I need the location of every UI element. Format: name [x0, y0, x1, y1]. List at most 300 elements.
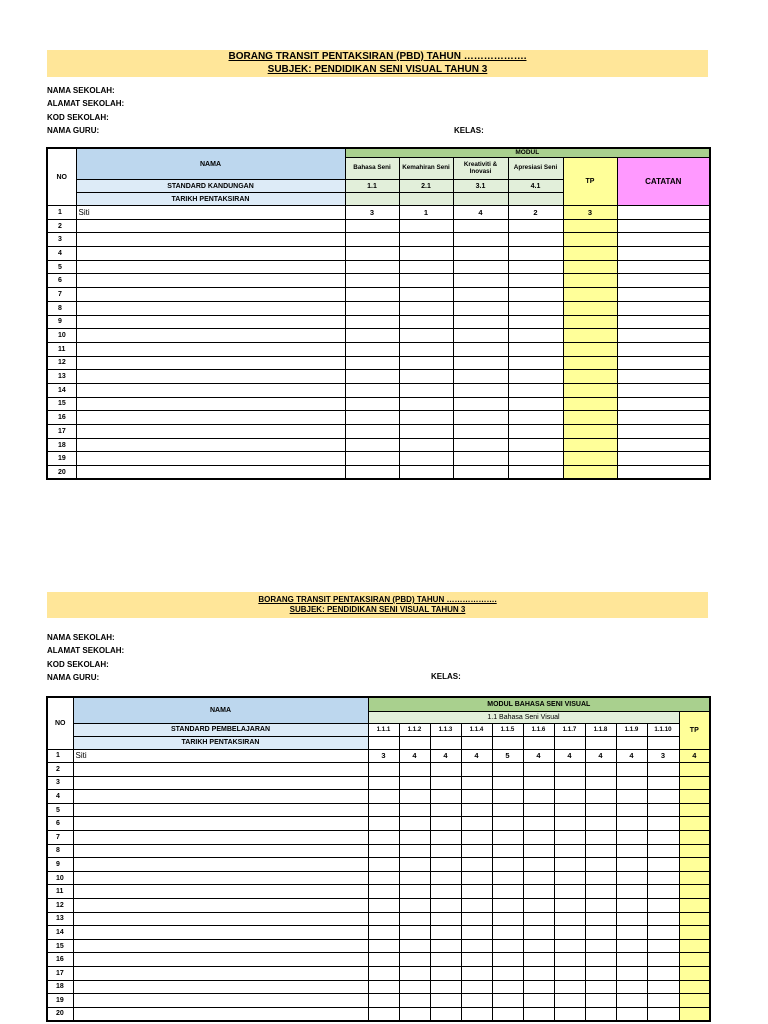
- score-cell[interactable]: [616, 1007, 647, 1021]
- score-cell[interactable]: [508, 329, 563, 343]
- score-cell[interactable]: [492, 926, 523, 940]
- tp-cell[interactable]: [563, 466, 617, 480]
- score-cell[interactable]: [461, 871, 492, 885]
- score-cell[interactable]: 4: [585, 749, 616, 763]
- score-cell[interactable]: [368, 817, 399, 831]
- tp-cell[interactable]: [563, 383, 617, 397]
- tp-cell[interactable]: [679, 994, 710, 1008]
- score-cell[interactable]: [647, 939, 679, 953]
- score-cell[interactable]: [430, 858, 461, 872]
- score-cell[interactable]: [453, 438, 508, 452]
- score-cell[interactable]: [492, 885, 523, 899]
- score-cell[interactable]: [585, 858, 616, 872]
- score-cell[interactable]: [368, 980, 399, 994]
- date-cell[interactable]: [345, 193, 399, 206]
- tp-cell[interactable]: [563, 247, 617, 261]
- score-cell[interactable]: [461, 967, 492, 981]
- score-cell[interactable]: [430, 953, 461, 967]
- score-cell[interactable]: [453, 466, 508, 480]
- tp-cell[interactable]: [679, 885, 710, 899]
- score-cell[interactable]: [453, 260, 508, 274]
- score-cell[interactable]: [523, 899, 554, 913]
- score-cell[interactable]: [492, 912, 523, 926]
- score-cell[interactable]: [461, 858, 492, 872]
- score-cell[interactable]: [461, 1007, 492, 1021]
- score-cell[interactable]: [399, 980, 430, 994]
- score-cell[interactable]: [430, 871, 461, 885]
- score-cell[interactable]: [399, 383, 453, 397]
- date-cell[interactable]: [461, 736, 492, 749]
- score-cell[interactable]: [399, 356, 453, 370]
- tp-cell[interactable]: [563, 356, 617, 370]
- score-cell[interactable]: [430, 994, 461, 1008]
- score-cell[interactable]: [399, 967, 430, 981]
- score-cell[interactable]: [616, 831, 647, 845]
- score-cell[interactable]: [508, 260, 563, 274]
- score-cell[interactable]: [523, 1007, 554, 1021]
- score-cell[interactable]: [461, 926, 492, 940]
- score-cell[interactable]: [345, 370, 399, 384]
- score-cell[interactable]: [430, 885, 461, 899]
- score-cell[interactable]: [430, 980, 461, 994]
- score-cell[interactable]: [585, 926, 616, 940]
- score-cell[interactable]: [585, 1007, 616, 1021]
- tp-cell[interactable]: [679, 803, 710, 817]
- score-cell[interactable]: [554, 994, 585, 1008]
- score-cell[interactable]: [616, 980, 647, 994]
- score-cell[interactable]: [523, 817, 554, 831]
- student-name-cell[interactable]: [76, 301, 345, 315]
- score-cell[interactable]: [616, 953, 647, 967]
- score-cell[interactable]: [461, 803, 492, 817]
- score-cell[interactable]: [554, 885, 585, 899]
- tp-cell[interactable]: [679, 871, 710, 885]
- score-cell[interactable]: [461, 817, 492, 831]
- score-cell[interactable]: [554, 1007, 585, 1021]
- score-cell[interactable]: [461, 899, 492, 913]
- score-cell[interactable]: [345, 274, 399, 288]
- tp-cell[interactable]: [563, 370, 617, 384]
- catatan-cell[interactable]: [617, 274, 710, 288]
- score-cell[interactable]: [647, 858, 679, 872]
- date-cell[interactable]: [523, 736, 554, 749]
- student-name-cell[interactable]: [73, 790, 368, 804]
- score-cell[interactable]: [430, 817, 461, 831]
- score-cell[interactable]: [554, 953, 585, 967]
- score-cell[interactable]: [492, 871, 523, 885]
- student-name-cell[interactable]: [73, 980, 368, 994]
- tp-cell[interactable]: [563, 425, 617, 439]
- student-name-cell[interactable]: [76, 356, 345, 370]
- score-cell[interactable]: [345, 425, 399, 439]
- score-cell[interactable]: [523, 803, 554, 817]
- score-cell[interactable]: [399, 790, 430, 804]
- score-cell[interactable]: [523, 926, 554, 940]
- student-name-cell[interactable]: [76, 425, 345, 439]
- score-cell[interactable]: [430, 844, 461, 858]
- student-name-cell[interactable]: [73, 831, 368, 845]
- score-cell[interactable]: [345, 219, 399, 233]
- score-cell[interactable]: [523, 790, 554, 804]
- score-cell[interactable]: [368, 885, 399, 899]
- score-cell[interactable]: [453, 411, 508, 425]
- tp-cell[interactable]: [563, 274, 617, 288]
- score-cell[interactable]: [523, 871, 554, 885]
- score-cell[interactable]: [453, 356, 508, 370]
- score-cell[interactable]: [368, 831, 399, 845]
- student-name-cell[interactable]: [76, 260, 345, 274]
- score-cell[interactable]: [585, 939, 616, 953]
- score-cell[interactable]: [345, 438, 399, 452]
- score-cell[interactable]: [616, 912, 647, 926]
- student-name-cell[interactable]: [73, 926, 368, 940]
- score-cell[interactable]: [616, 817, 647, 831]
- score-cell[interactable]: [368, 899, 399, 913]
- score-cell[interactable]: [585, 994, 616, 1008]
- score-cell[interactable]: [345, 356, 399, 370]
- date-cell[interactable]: [554, 736, 585, 749]
- student-name-cell[interactable]: [76, 466, 345, 480]
- student-name-cell[interactable]: [73, 967, 368, 981]
- score-cell[interactable]: [647, 885, 679, 899]
- score-cell[interactable]: [523, 776, 554, 790]
- date-cell[interactable]: [430, 736, 461, 749]
- score-cell[interactable]: [585, 803, 616, 817]
- score-cell[interactable]: [523, 953, 554, 967]
- score-cell[interactable]: [399, 817, 430, 831]
- tp-cell[interactable]: [563, 329, 617, 343]
- score-cell[interactable]: [461, 980, 492, 994]
- tp-cell[interactable]: [679, 926, 710, 940]
- tp-cell[interactable]: [679, 953, 710, 967]
- score-cell[interactable]: [368, 967, 399, 981]
- student-name-cell[interactable]: [73, 953, 368, 967]
- catatan-cell[interactable]: [617, 397, 710, 411]
- student-name-cell[interactable]: [73, 871, 368, 885]
- score-cell[interactable]: [554, 831, 585, 845]
- score-cell[interactable]: [492, 831, 523, 845]
- catatan-cell[interactable]: [617, 329, 710, 343]
- score-cell[interactable]: [647, 763, 679, 777]
- date-cell[interactable]: [453, 193, 508, 206]
- tp-cell[interactable]: [563, 315, 617, 329]
- tp-cell[interactable]: [679, 763, 710, 777]
- score-cell[interactable]: 2: [508, 206, 563, 220]
- catatan-cell[interactable]: [617, 342, 710, 356]
- catatan-cell[interactable]: [617, 260, 710, 274]
- date-cell[interactable]: [399, 736, 430, 749]
- score-cell[interactable]: [368, 790, 399, 804]
- tp-cell[interactable]: [563, 233, 617, 247]
- tp-cell[interactable]: [679, 844, 710, 858]
- score-cell[interactable]: [399, 397, 453, 411]
- score-cell[interactable]: [616, 763, 647, 777]
- score-cell[interactable]: [508, 274, 563, 288]
- score-cell[interactable]: [399, 466, 453, 480]
- score-cell[interactable]: [430, 899, 461, 913]
- score-cell[interactable]: [554, 844, 585, 858]
- score-cell[interactable]: [368, 912, 399, 926]
- score-cell[interactable]: [453, 233, 508, 247]
- score-cell[interactable]: [616, 776, 647, 790]
- score-cell[interactable]: [508, 233, 563, 247]
- score-cell[interactable]: [647, 803, 679, 817]
- score-cell[interactable]: [430, 939, 461, 953]
- student-name-cell[interactable]: [73, 858, 368, 872]
- score-cell[interactable]: [453, 219, 508, 233]
- score-cell[interactable]: [492, 1007, 523, 1021]
- score-cell[interactable]: [399, 885, 430, 899]
- score-cell[interactable]: [430, 831, 461, 845]
- score-cell[interactable]: [461, 912, 492, 926]
- score-cell[interactable]: [616, 885, 647, 899]
- score-cell[interactable]: [368, 926, 399, 940]
- score-cell[interactable]: [554, 776, 585, 790]
- score-cell[interactable]: [616, 858, 647, 872]
- score-cell[interactable]: [585, 844, 616, 858]
- catatan-cell[interactable]: [617, 247, 710, 261]
- score-cell[interactable]: 4: [616, 749, 647, 763]
- score-cell[interactable]: [453, 247, 508, 261]
- student-name-cell[interactable]: [73, 763, 368, 777]
- score-cell[interactable]: [453, 274, 508, 288]
- tp-cell[interactable]: [563, 342, 617, 356]
- score-cell[interactable]: [345, 260, 399, 274]
- score-cell[interactable]: [399, 1007, 430, 1021]
- score-cell[interactable]: [368, 858, 399, 872]
- score-cell[interactable]: [453, 452, 508, 466]
- score-cell[interactable]: [647, 776, 679, 790]
- score-cell[interactable]: 4: [399, 749, 430, 763]
- score-cell[interactable]: [508, 452, 563, 466]
- score-cell[interactable]: [430, 1007, 461, 1021]
- score-cell[interactable]: [430, 967, 461, 981]
- score-cell[interactable]: [523, 912, 554, 926]
- score-cell[interactable]: [554, 803, 585, 817]
- score-cell[interactable]: [453, 397, 508, 411]
- score-cell[interactable]: [368, 939, 399, 953]
- score-cell[interactable]: [554, 871, 585, 885]
- score-cell[interactable]: [616, 994, 647, 1008]
- score-cell[interactable]: [430, 763, 461, 777]
- score-cell[interactable]: [554, 899, 585, 913]
- catatan-cell[interactable]: [617, 466, 710, 480]
- tp-cell[interactable]: [679, 831, 710, 845]
- score-cell[interactable]: [461, 885, 492, 899]
- score-cell[interactable]: [461, 939, 492, 953]
- score-cell[interactable]: [399, 953, 430, 967]
- score-cell[interactable]: [368, 1007, 399, 1021]
- score-cell[interactable]: [508, 315, 563, 329]
- tp-cell[interactable]: [679, 790, 710, 804]
- score-cell[interactable]: [523, 967, 554, 981]
- score-cell[interactable]: [585, 790, 616, 804]
- score-cell[interactable]: [508, 383, 563, 397]
- score-cell[interactable]: [399, 899, 430, 913]
- score-cell[interactable]: [508, 438, 563, 452]
- score-cell[interactable]: [508, 466, 563, 480]
- score-cell[interactable]: [647, 926, 679, 940]
- student-name-cell[interactable]: [76, 315, 345, 329]
- student-name-cell[interactable]: [73, 1007, 368, 1021]
- score-cell[interactable]: [508, 288, 563, 302]
- score-cell[interactable]: [616, 926, 647, 940]
- score-cell[interactable]: [492, 763, 523, 777]
- score-cell[interactable]: [492, 790, 523, 804]
- score-cell[interactable]: [461, 763, 492, 777]
- date-cell[interactable]: [647, 736, 679, 749]
- score-cell[interactable]: [399, 329, 453, 343]
- score-cell[interactable]: [554, 763, 585, 777]
- score-cell[interactable]: 4: [453, 206, 508, 220]
- score-cell[interactable]: [492, 899, 523, 913]
- score-cell[interactable]: [399, 301, 453, 315]
- tp-cell[interactable]: [563, 438, 617, 452]
- score-cell[interactable]: [554, 980, 585, 994]
- student-name-cell[interactable]: [73, 939, 368, 953]
- score-cell[interactable]: [345, 315, 399, 329]
- tp-cell[interactable]: [563, 452, 617, 466]
- score-cell[interactable]: [399, 776, 430, 790]
- tp-cell[interactable]: [563, 288, 617, 302]
- score-cell[interactable]: [554, 926, 585, 940]
- score-cell[interactable]: 1: [399, 206, 453, 220]
- tp-cell[interactable]: [679, 1007, 710, 1021]
- tp-cell[interactable]: [563, 260, 617, 274]
- score-cell[interactable]: [368, 763, 399, 777]
- score-cell[interactable]: [523, 858, 554, 872]
- score-cell[interactable]: [647, 790, 679, 804]
- score-cell[interactable]: [523, 831, 554, 845]
- score-cell[interactable]: [647, 912, 679, 926]
- score-cell[interactable]: [616, 790, 647, 804]
- score-cell[interactable]: [399, 831, 430, 845]
- tp-cell[interactable]: [679, 776, 710, 790]
- tp-cell[interactable]: [563, 219, 617, 233]
- score-cell[interactable]: [399, 844, 430, 858]
- score-cell[interactable]: [508, 425, 563, 439]
- score-cell[interactable]: [647, 994, 679, 1008]
- score-cell[interactable]: [453, 342, 508, 356]
- score-cell[interactable]: [399, 288, 453, 302]
- score-cell[interactable]: [453, 370, 508, 384]
- score-cell[interactable]: [647, 899, 679, 913]
- score-cell[interactable]: [554, 912, 585, 926]
- score-cell[interactable]: 4: [461, 749, 492, 763]
- score-cell[interactable]: [492, 939, 523, 953]
- student-name-cell[interactable]: Siti: [73, 749, 368, 763]
- score-cell[interactable]: [492, 844, 523, 858]
- score-cell[interactable]: [399, 247, 453, 261]
- date-cell[interactable]: [399, 193, 453, 206]
- score-cell[interactable]: [585, 763, 616, 777]
- score-cell[interactable]: [368, 776, 399, 790]
- score-cell[interactable]: [399, 342, 453, 356]
- tp-cell[interactable]: [563, 301, 617, 315]
- tp-cell[interactable]: [679, 967, 710, 981]
- score-cell[interactable]: [430, 776, 461, 790]
- student-name-cell[interactable]: Siti: [76, 206, 345, 220]
- score-cell[interactable]: [508, 397, 563, 411]
- score-cell[interactable]: [585, 980, 616, 994]
- score-cell[interactable]: [554, 967, 585, 981]
- catatan-cell[interactable]: [617, 233, 710, 247]
- score-cell[interactable]: [399, 912, 430, 926]
- score-cell[interactable]: [399, 452, 453, 466]
- score-cell[interactable]: [554, 790, 585, 804]
- score-cell[interactable]: [616, 899, 647, 913]
- score-cell[interactable]: [585, 967, 616, 981]
- score-cell[interactable]: 4: [430, 749, 461, 763]
- score-cell[interactable]: [616, 844, 647, 858]
- student-name-cell[interactable]: [73, 844, 368, 858]
- student-name-cell[interactable]: [76, 397, 345, 411]
- score-cell[interactable]: [345, 466, 399, 480]
- score-cell[interactable]: [585, 817, 616, 831]
- score-cell[interactable]: [345, 452, 399, 466]
- score-cell[interactable]: [647, 831, 679, 845]
- score-cell[interactable]: [585, 871, 616, 885]
- score-cell[interactable]: [647, 844, 679, 858]
- score-cell[interactable]: [554, 939, 585, 953]
- student-name-cell[interactable]: [76, 247, 345, 261]
- student-name-cell[interactable]: [73, 885, 368, 899]
- score-cell[interactable]: [399, 425, 453, 439]
- student-name-cell[interactable]: [73, 994, 368, 1008]
- score-cell[interactable]: [523, 885, 554, 899]
- score-cell[interactable]: [585, 912, 616, 926]
- catatan-cell[interactable]: [617, 438, 710, 452]
- score-cell[interactable]: [492, 994, 523, 1008]
- student-name-cell[interactable]: [73, 776, 368, 790]
- score-cell[interactable]: [345, 397, 399, 411]
- score-cell[interactable]: [399, 438, 453, 452]
- catatan-cell[interactable]: [617, 370, 710, 384]
- score-cell[interactable]: [585, 776, 616, 790]
- score-cell[interactable]: [399, 939, 430, 953]
- score-cell[interactable]: [508, 219, 563, 233]
- student-name-cell[interactable]: [76, 219, 345, 233]
- score-cell[interactable]: [647, 953, 679, 967]
- score-cell[interactable]: [508, 301, 563, 315]
- score-cell[interactable]: [492, 967, 523, 981]
- student-name-cell[interactable]: [76, 452, 345, 466]
- tp-cell[interactable]: [563, 397, 617, 411]
- tp-cell[interactable]: [679, 858, 710, 872]
- score-cell[interactable]: [345, 288, 399, 302]
- score-cell[interactable]: [523, 980, 554, 994]
- tp-cell[interactable]: [679, 980, 710, 994]
- catatan-cell[interactable]: [617, 452, 710, 466]
- score-cell[interactable]: [647, 817, 679, 831]
- tp-cell[interactable]: 3: [563, 206, 617, 220]
- student-name-cell[interactable]: [73, 817, 368, 831]
- catatan-cell[interactable]: [617, 425, 710, 439]
- catatan-cell[interactable]: [617, 301, 710, 315]
- tp-cell[interactable]: [679, 912, 710, 926]
- score-cell[interactable]: [461, 831, 492, 845]
- date-cell[interactable]: [508, 193, 563, 206]
- catatan-cell[interactable]: [617, 288, 710, 302]
- score-cell[interactable]: [492, 776, 523, 790]
- score-cell[interactable]: [453, 383, 508, 397]
- date-cell[interactable]: [368, 736, 399, 749]
- score-cell[interactable]: [508, 370, 563, 384]
- score-cell[interactable]: [616, 871, 647, 885]
- score-cell[interactable]: [585, 831, 616, 845]
- score-cell[interactable]: [399, 763, 430, 777]
- score-cell[interactable]: 5: [492, 749, 523, 763]
